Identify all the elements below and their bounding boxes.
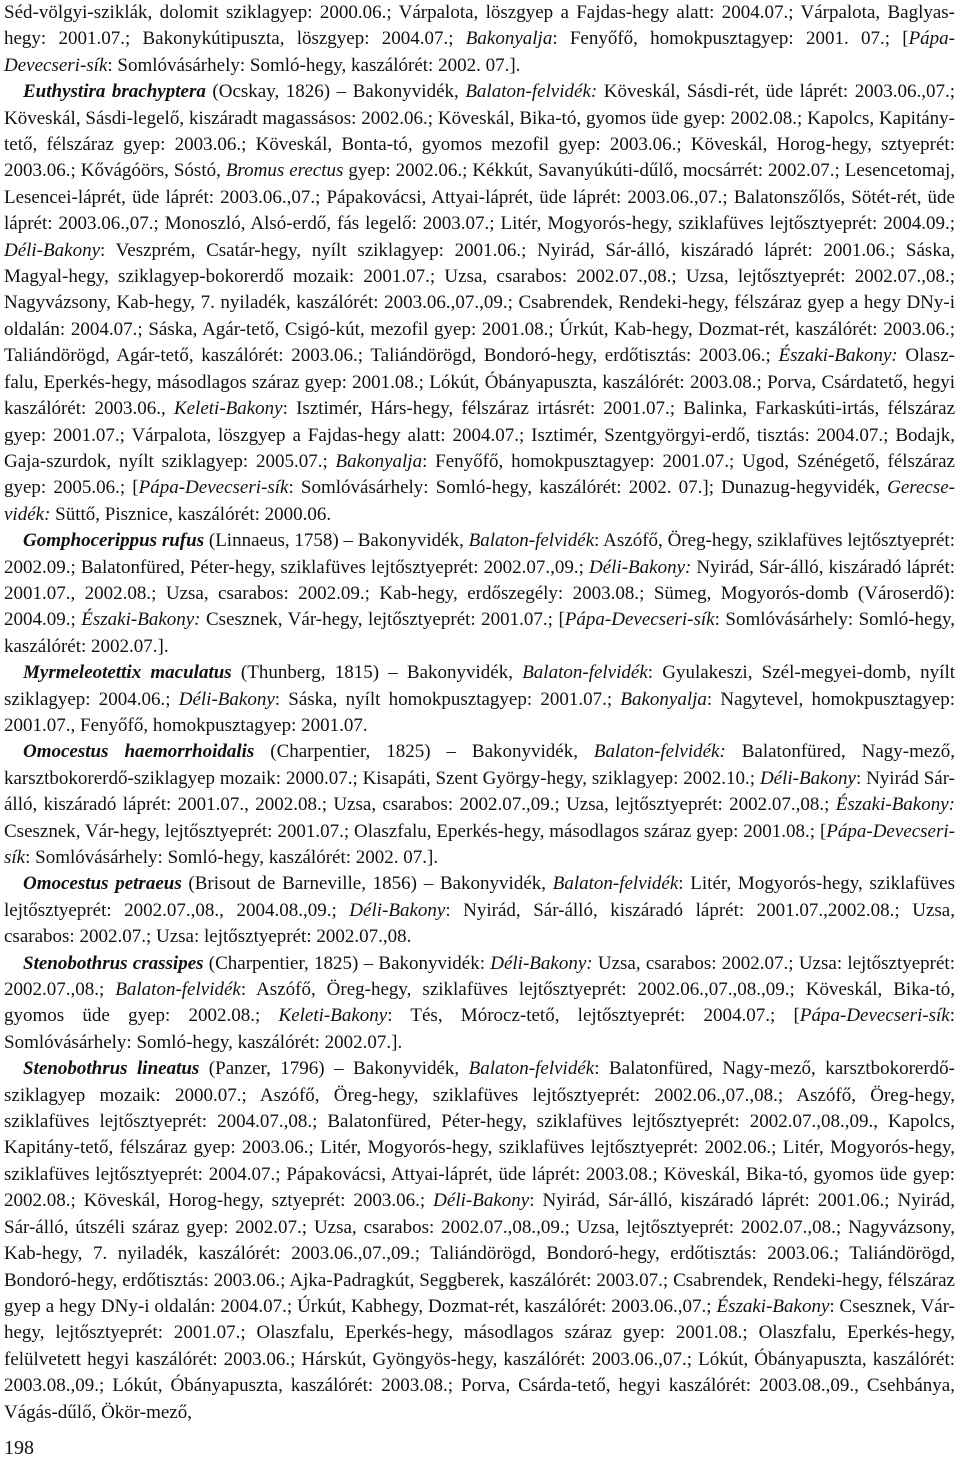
region-name: Gerecse-vidék: <box>4 477 955 525</box>
body-text: Köveskál, Sásdi-rét, üde láprét: 2003.06.,07.; Köveskál, Sásdi-legelő, kiszáradt magassásos: 2002.06.; Köveskál, Bika-tó, gyomos üde gyep: 2002.08.; Kapolcs, Kapitány-tető, félszáraz gyep: 2003.06.; Köveskál, Bonta-tó, gyomos mezofil gyep: 2003.06.; Köveskál, Horog-hegy, sztyeprét: 2003.06.; Kővágóörs, Sóstó, <box>4 81 955 182</box>
region-name: Bakonyalja <box>335 450 423 472</box>
body-text: (Brisout de Barneville, 1856) – Bakonyvidék, <box>181 873 553 895</box>
region-name: Északi-Bakony: <box>81 609 201 631</box>
body-text: : Litér, Mogyorós-hegy, sziklafüves lejtősztyeprét: 2002.07.,08., 2004.08.,09.; <box>4 873 956 921</box>
body-text: (Ocskay, 1826) – Bakonyvidék, <box>205 81 466 103</box>
body-text: : Somlóvásárhely: Somló-hegy, kaszálórét: 2002.07.]. <box>4 609 956 657</box>
document-body <box>4 0 955 1426</box>
body-text: : Somlóvásárhely: Somló-hegy, kaszálórét: 2002. 07.]; Dunazug-hegyvidék, <box>288 477 888 499</box>
body-text: : Tés, Mórocz-tető, lejtősztyeprét: 2004.07.; [ <box>387 1005 800 1027</box>
region-name: Balaton-felvidék <box>115 979 241 1001</box>
region-name: Déli-Bakony <box>433 1190 530 1212</box>
body-text: : Somlóvásárhely: Somló-hegy, kaszálórét: 2002.07.]. <box>4 1005 955 1053</box>
body-text: : Nagytevel, homokpusztagyep: 2001.07., Fenyőfő, homokpusztagyep: 2001.07. <box>4 688 955 736</box>
species-name: Stenobothrus lineatus <box>23 1058 200 1080</box>
body-text: : Veszprém, Csatár-hegy, nyílt sziklagyep: 2001.06.; Nyirád, Sár-álló, kiszáradó láprét: 2001.06.; Sáska, Magyal-hegy, sziklagyep-bokorerdő mozaik: 2001.07.; Uzsa, csarabos: 2002.07.,08.; Uzsa, lejtősztyeprét: 2002.07.,08.; Nagyvázsony, Kab-hegy, 7. nyiladék, kaszálórét: 2003.06.,07.,09.; Csabrendek, Rendeki-hegy, félszáraz gyep a hegy DNy-i oldalán: 2004.07.; Sáska, Agár-tető, Csigó-kút, mezofil gyep: 2001.08.; Úrkút, Kab-hegy, Dozmat-rét, kaszálórét: 2003.06.; Taliándörögd, Agár-tető, kaszálórét: 2003.06.; Taliándörögd, Bondoró-hegy, erdőtisztás: 2003.06.; <box>4 239 955 367</box>
body-text: Uzsa, csarabos: 2002.07.; Uzsa: lejtősztyeprét: 2002.07.,08.; <box>4 952 955 1001</box>
region-name: Déli-Bakony <box>349 899 446 921</box>
body-text: (Panzer, 1796) – Bakonyvidék, <box>199 1058 469 1080</box>
body-text: Csesznek, Vár-hegy, lejtősztyeprét: 2001.07.; [ <box>200 609 565 631</box>
region-name: Déli-Bakony <box>759 767 856 789</box>
region-name: Déli-Bakony <box>4 239 101 261</box>
region-name: Bakonyalja <box>620 688 707 710</box>
species-name: Gomphocerippus rufus <box>23 530 205 552</box>
body-text: (Linnaeus, 1758) – Bakonyvidék, <box>204 530 469 552</box>
page-number: 198 <box>4 1437 34 1459</box>
region-name: Déli-Bakony <box>178 688 275 710</box>
species-name: Omocestus haemorrhoidalis <box>23 741 255 763</box>
body-text: Csesznek, Vár-hegy, lejtősztyeprét: 2001.07.; Olaszfalu, Eperkés-hegy, másodlagos száraz gyep: 2001.08.; [ <box>4 820 827 842</box>
species-name: Euthystira brachyptera <box>23 81 206 103</box>
body-text: Süttő, Pisznice, kaszálórét: 2000.06. <box>50 503 332 525</box>
region-name: Balaton-felvidék <box>468 1058 595 1080</box>
region-name: Déli-Bakony: <box>589 556 692 578</box>
region-name: Keleti-Bakony <box>278 1005 388 1027</box>
region-name: Balaton-felvidék: <box>465 81 598 103</box>
species-entry <box>4 0 955 79</box>
body-text: : Aszófő, Öreg-hegy, sziklafüves lejtősztyeprét: 2002.09.; Balatonfüred, Péter-hegy, sziklafüves lejtősztyeprét: 2002.07.,09.; <box>4 530 955 578</box>
region-name: Balaton-felvidék: <box>593 741 726 763</box>
species-entry <box>4 528 955 660</box>
species-entry <box>4 1056 955 1426</box>
species-entry <box>4 739 955 871</box>
body-text: : Csesznek, Vár-hegy, lejtősztyeprét: 2001.07.; Olaszfalu, Eperkés-hegy, másodlagos száraz gyep: 2001.08.; Olaszfalu, Eperkés-hegy, felülvetett hegyi kaszálórét: 2003.06.; Hárskút, Gyöngyös-hegy, kaszálórét: 2003.06.,07.; Lókút, Óbányapuszta, kaszálórét: 2003.08.,09.; Lókút, Óbányapuszta, kaszálórét: 2003.08.; Porva, Csárda-tető, hegyi kaszálórét: 2003.08.,09., Csehbánya, Vágás-dűlő, Ökör-mező, <box>4 1295 955 1423</box>
species-entry <box>4 951 955 1057</box>
region-name: Pápa-Devecseri-sík <box>138 477 289 499</box>
region-name: Keleti-Bakony <box>173 398 283 420</box>
region-name: Északi-Bakony: <box>778 345 898 367</box>
species-entry <box>4 660 955 739</box>
region-name: Pápa-Devecseri-sík <box>564 609 715 631</box>
region-name: Balaton-felvidék <box>468 530 595 552</box>
body-text: (Thunberg, 1815) – Bakonyvidék, <box>231 662 523 684</box>
region-name: Balaton-felvidék <box>522 662 648 684</box>
body-text: : Sáska, nyílt homokpusztagyep: 2001.07.; <box>274 688 621 710</box>
region-name: Balaton-felvidék <box>552 873 679 895</box>
body-text: : Somlóvásárhely: Somló-hegy, kaszálórét: 2002. 07.]. <box>107 54 521 76</box>
body-text: Séd-völgyi-sziklák, dolomit sziklagyep: 2000.06.; Várpalota, löszgyep a Fajdas-hegy alatt: 2004.07.; Várpalota, Baglyas-hegy: 2001.07.; Bakonykútipuszta, löszgyep: 2004.07.; <box>4 2 955 50</box>
species-entry <box>4 79 955 528</box>
body-text: : Gyulakeszi, Szél-megyei-domb, nyílt sziklagyep: 2004.06.; <box>4 662 956 710</box>
body-text: (Charpentier, 1825) – Bakonyvidék, <box>254 741 594 763</box>
region-name: Bromus erectus <box>225 160 344 182</box>
body-text: : Aszófő, Öreg-hegy, sziklafüves lejtősztyeprét: 2002.06.,07.,08.,09.; Köveskál, Bika-tó, gyomos üde gyep: 2002.08.; <box>4 979 956 1027</box>
body-text: : Somlóvásárhely: Somló-hegy, kaszálórét: 2002. 07.]. <box>25 847 439 868</box>
region-name: Pápa-Devecseri-sík <box>799 1005 950 1027</box>
body-text: : Nyirád Sár-álló, kiszáradó láprét: 2001.07., 2002.08.; Uzsa, csarabos: 2002.07.,09.; Uzsa, lejtősztyeprét: 2002.07.,08.; <box>4 767 955 816</box>
body-text: : Balatonfüred, Nagy-mező, karsztbokorerdő-sziklagyep mozaik: 2000.07.; Aszófő, Öreg-hegy, sziklafüves lejtősztyeprét: 2002.06.,07.,08.; Aszófő, Öreg-hegy, sziklafüves lejtősztyeprét: 2004.07.,08.; Balatonfüred, Péter-hegy, sziklafüves lejtősztyeprét: 2002.07.,08.,09., Kapolcs, Kapitány-tető, félszáraz gyep: 2003.06.; Litér, Mogyorós-hegy, sziklafüves lejtősztyeprét: 2002.06.; Litér, Mogyorós-hegy, sziklafüves lejtősztyeprét: 2004.07.; Pápakovácsi, Attyai-láprét, üde láprét: 2003.08.; Köveskál, Bika-tó, gyomos üde gyep: 2002.08.; Köveskál, Horog-hegy, sztyeprét: 2003.06.; <box>4 1058 956 1212</box>
body-text: (Charpentier, 1825) – Bakonyvidék: <box>203 952 491 974</box>
region-name: Északi-Bakony: <box>835 794 955 816</box>
region-name: Pápa-Devecseri-sík <box>4 820 955 868</box>
body-text: : Fenyőfő, homokpusztagyep: 2001.07.; Ugod, Szénégető, félszáraz gyep: 2005.06.; [ <box>4 450 955 499</box>
species-name: Stenobothrus crassipes <box>23 952 204 974</box>
species-name: Myrmeleotettix maculatus <box>23 662 232 684</box>
body-text: : Nyirád, Sár-álló, kiszáradó láprét: 2001.07.,2002.08.; Uzsa, csarabos: 2002.07.; Uzsa: lejtősztyeprét: 2002.07.,08. <box>4 899 955 948</box>
species-name: Omocestus petraeus <box>23 873 182 895</box>
body-text: : Nyirád, Sár-álló, kiszáradó láprét: 2001.06.; Nyirád, Sár-álló, útszéli száraz gyep: 2002.07.; Uzsa, csarabos: 2002.07.,08.,09.; Uzsa, lejtősztyeprét: 2002.07.,08.; Nagyvázsony, Kab-hegy, 7. nyiladék, kaszálórét: 2003.06.,07.,09.; Taliándörögd, Bondoró-hegy, erdőtisztás: 2003.06.; Taliándörögd, Bondoró-hegy, erdőtisztás: 2003.06.; Ajka-Padragkút, Seggberek, kaszálórét: 2003.07.; Csabrendek, Rendeki-hegy, félszáraz gyep a hegy DNy-i oldalán: 2004.07.; Úrkút, Kabhegy, Dozmat-rét, kaszálórét: 2003.06.,07.; <box>4 1190 956 1317</box>
body-text: Olaszfalu, Eperkés-hegy, másodlagos száraz gyep: 2001.08.; Lókút, Óbányapuszta, kaszálórét: 2003.08.; Porva, Csárdatető, hegyi kaszálórét: 2003.06., <box>4 345 955 420</box>
body-text: : Isztimér, Hárs-hegy, félszáraz irtásrét: 2001.07.; Balinka, Farkaskúti-irtás, félszáraz gyep: 2001.07.; Várpalota, löszgyep a Fajdas-hegy alatt: 2004.07.; Isztimér, Szentgyörgyi-erdő, tisztás: 2004.07.; Bodajk, Gaja-szurdok, nyílt sziklagyep: 2005.07.; <box>4 398 955 472</box>
body-text: Nyirád, Sár-álló, kiszáradó láprét: 2001.07., 2002.08.; Uzsa, csarabos: 2002.09.; Kab-hegy, erdőszegély: 2003.08.; Sümeg, Mogyorós-domb (Városerdő): 2004.09.; <box>4 556 956 631</box>
region-name: Északi-Bakony <box>716 1295 830 1317</box>
region-name: Bakonyalja <box>465 28 553 50</box>
region-name: Déli-Bakony: <box>490 952 593 974</box>
body-text: gyep: 2002.06.; Kékkút, Savanyúkúti-dűlő, mocsárrét: 2002.07.; Lesencetomaj, Lesencei-láprét, üde láprét: 2003.06.,07.; Pápakovácsi, Attyai-láprét, üde láprét: 2003.06.,07.; Balatonszőlős, Sötét-rét, üde láprét: 2003.06.,07.; Monoszló, Alsó-erdő, fás legelő: 2003.07.; Litér, Mogyorós-hegy, sziklafüves lejtősztyeprét: 2004.09.; <box>4 160 955 235</box>
region-name: Pápa-Devecseri-sík <box>4 28 955 76</box>
species-entry <box>4 871 955 950</box>
body-text: : Fenyőfő, homokpusztagyep: 2001. 07.; [ <box>552 28 909 50</box>
body-text: Balatonfüred, Nagy-mező, karsztbokorerdő-sziklagyep mozaik: 2000.07.; Kisapáti, Szent György-hegy, sziklagyep: 2002.10.; <box>4 741 955 789</box>
